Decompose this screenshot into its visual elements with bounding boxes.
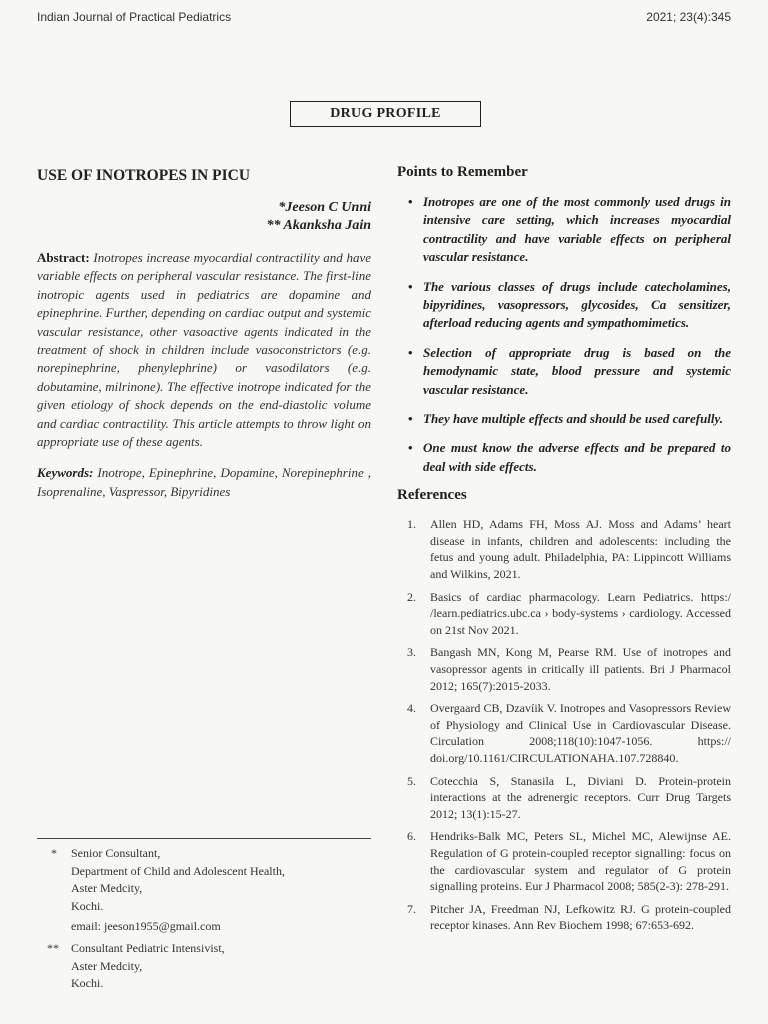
footnote-author-2: ** Consultant Pediatric Intensivist, Aster Medcity, Kochi. (47, 940, 225, 991)
point-item: • Selection of appropriate drug is based on the hemodynamic state, blood pressure and systemic vascular resistance. (408, 344, 731, 397)
point-item: • The various classes of drugs include catecholamines, bipyridines, vasopressors, glycosides, Ca sensitizer, afterload reducing agents and sympathomimetics. (408, 278, 731, 331)
author-name: *Jeeson C Unni (278, 200, 371, 215)
author-list (37, 199, 371, 235)
article-title: USE OF INOTROPES IN PICU (37, 167, 251, 184)
article-column (37, 167, 371, 514)
points-title: Points to Remember (397, 164, 528, 180)
bullet-icon: • (408, 440, 413, 456)
side-column (397, 164, 731, 940)
abstract (37, 249, 371, 451)
reference-item: 3. Bangash MN, Kong M, Pearse RM. Use of inotropes and vasopressor agents in critically ill patients. Bri J Pharmacol 2012; 165(7):2015-2033. (407, 645, 731, 693)
journal-citation: 2021; 23(4):345 (646, 10, 731, 24)
bullet-icon: • (408, 278, 413, 294)
footnote-author-1: * Senior Consultant, Department of Child and Adolescent Health, Aster Medcity, Kochi. email: jeeson1955@gmail.com (37, 845, 371, 936)
reference-item: 4. Overgaard CB, Dzavíik V. Inotropes and Vasopressors Review of Physiology and Clinical Use in Cardiovascular Disease. Circulation 2008;118(10):1047-1056. https:// doi.org/10.1161/CIRCULATIONAHA.107.728840. (407, 701, 731, 765)
reference-item: 2. Basics of cardiac pharmacology. Learn Pediatrics. https:/ /learn.pediatrics.ubc.ca › body-systems › cardiology. Accessed on 21st Nov 2021. (407, 589, 731, 637)
reference-item: 5. Cotecchia S, Stanasila L, Diviani D. Protein-protein interactions at the adrenergic receptors. Curr Drug Targets 2012; 13(1):15-27. (407, 773, 731, 821)
point-item: • They have multiple effects and should be used carefully. (397, 410, 731, 428)
references-list (397, 516, 731, 934)
footnote-mark: * (51, 846, 57, 860)
journal-name: Indian Journal of Practical Pediatrics (37, 10, 232, 24)
footnote-mark: ** (47, 940, 59, 955)
point-item: • One must know the adverse effects and be prepared to deal with side effects. (408, 440, 731, 474)
reference-item: 1. Allen HD, Adams FH, Moss AJ. Moss and Adams’ heart disease in infants, children and adolescents: including the fetus and young adult. Philadelphia, PA: Lippincott Williams and Wilkins, 2021. (407, 517, 731, 582)
abstract-label: Abstract: (37, 250, 90, 265)
section-label-box: DRUG PROFILE (290, 101, 481, 127)
keywords-text: Inotrope, Epinephrine, Dopamine, Norepinephrine , Isoprenaline, Vaspressor, Bipyridines (37, 465, 371, 499)
footnotes (37, 845, 371, 993)
author-email: email: jeeson1955@gmail.com (71, 919, 221, 934)
bullet-icon: • (408, 344, 413, 360)
references-title: References (397, 487, 467, 504)
points-list (397, 193, 731, 476)
author-name: ** Akanksha Jain (266, 218, 371, 233)
point-item: • Inotropes are one of the most commonly used drugs in intensive care setting, which increases myocardial contractility and have variable effects on peripheral vascular resistance. (408, 194, 731, 265)
abstract-text: Inotropes increase myocardial contractility and have variable effects on peripheral vascular resistance. The first-line inotropic agents used in pediatrics are dopamine and epinephrine. Further, depending on cardiac output and systemic vascular resistance, other vasoactive agents indicated in the treatment of shock in children include vasoconstrictors (e.g. norepinephrine, phenylephrine) or vasodilators (e.g. dobutamine, milrinone). The effective inotrope indicated for the given etiology of shock depends on the end-diastolic volume and cardiac contractility. This article attempts to throw light on appropriate use of these agents. (37, 250, 371, 450)
bullet-icon: • (408, 411, 413, 427)
bullet-icon: • (408, 194, 413, 209)
keywords (37, 464, 371, 501)
reference-item: 6. Hendriks-Balk MC, Peters SL, Michel MC, Alewijnse AE. Regulation of G protein-coupled receptor signalling: focus on the cardiovascular system and regulator of G protein signalling proteins. Eur J Pharmacol 2008; 585(2-3): 278-291. (407, 829, 731, 894)
keywords-label: Keywords: (37, 465, 94, 481)
footnote-divider (37, 838, 371, 839)
page-header (37, 10, 731, 24)
reference-item: 7. Pitcher JA, Freedman NJ, Lefkowitz RJ. G protein-coupled receptor kinases. Ann Rev Biochem 1998; 67:653-692. (407, 901, 731, 933)
